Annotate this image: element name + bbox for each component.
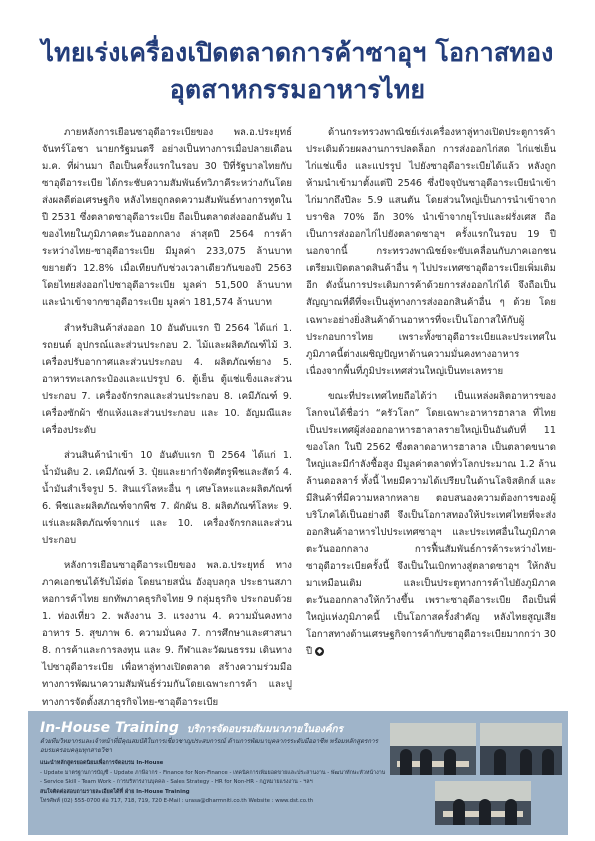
banner-courses [40,759,385,807]
paragraph-kitchen-of-world [306,388,556,661]
in-house-training-banner [28,711,568,835]
courses-label: แนะนำหลักสูตรยอดนิยมเพื่อการจัดอบรม In-House [40,760,164,766]
paragraph-private-sector: หลังการเยือนซาอุดีอาระเบียของ พล.อ.ประยุทธ์ ทางภาคเอกชนได้รับไม้ต่อ โดยนายสนั่น อังอุบลกุล ประธานสภาหอการค้าไทย ยกทัพภาคธุรกิจไทย 9 กลุ่มธุรกิจ ประกอบด้วย 1. ท่องเที่ยว 2. พลังงาน 3. แรงงาน 4. ความมั่นคงทางอาหาร 5. สุขภาพ 6. ความมั่นคง 7. การศึกษาและศาสนา 8. การค้าและการลงทุน และ 9. กีฬาและวัฒนธรรม เดินทางไปซาอุดีอาระเบีย เพื่อหาลู่ทางเปิดตลาด สร้างความร่วมมือทางการพัฒนาความสัมพันธ์ร่วมกันโดยเฉพาะการค้า และปูทางการจัดตั้งสภาธุรกิจไทย-ซาอุดีอาระเบีย [42,560,292,708]
contact-label: สนใจติดต่อสอบถามรายละเอียดได้ที่ ฝ่าย In-House Training [40,788,190,795]
article-title-line-1: ไทยเร่งเครื่องเปิดตลาดการค้าซาอุฯ โอกาสทอง [41,38,554,67]
training-photo-2 [480,723,562,775]
paragraph-intro: ภายหลังการเยือนซาอุดีอาระเบียของ พล.อ.ประยุทธ์ จันทร์โอชา นายกรัฐมนตรี อย่างเป็นทางการเมื่อปลายเดือน ม.ค. ที่ผ่านมา ถือเป็นครั้งแรกในรอบ 30 ปีที่รัฐบาลไทยกับซาอุดีอาระเบีย ได้กระชับความสัมพันธ์ทวิภาคีระหว่างกันโดยส่งผลดีต่อเศรษฐกิจ หลังไทยถูกลดความสัมพันธ์ทางการทูตในปี 2531 ซึ่งตลาดซาอุดีอาระเบีย ถือเป็นตลาดส่งออกอันดับ 1 ของไทยในภูมิภาคตะวันออกกลาง ล่าสุดปี 2564 การค้าระหว่างไทย-ซาอุดีอาระเบีย มีมูลค่า 233,075 ล้านบาท ขยายตัว 12.8% เมื่อเทียบกับช่วงเวลาเดียวกันของปี 2563 โดยไทยส่งออกไปซาอุดีอาระเบีย มูลค่า 51,500 ล้านบาท และนำเข้าจากซาอุดีอาระเบีย มูลค่า 181,574 ล้านบาท [42,127,292,309]
course-line-2: - Service Skill - Team Work - การบริหารงานบุคคล - Sales Strategy - HR for Non-HR - กฎหมายแรงงาน - ฯลฯ [40,779,313,786]
training-photo-3 [435,781,531,825]
article-title [20,34,575,108]
photo-person [453,799,465,825]
paragraph-kitchen-of-world-text: ขณะที่ประเทศไทยถือได้ว่า เป็นแหล่งผลิตอาหารของโลกจนได้ชื่อว่า “ครัวโลก” โดยเฉพาะอาหารฮาลาล ที่ไทยเป็นประเทศผู้ส่งออกอาหารฮาลาลรายใหญ่เป็นอันดับที่ 11 ของโลก ในปี 2562 ซึ่งตลาดอาหารฮาลาล เป็นตลาดขนาดใหญ่และมีกำลังซื้อสูง มีมูลค่าตลาดทั่วโลกประมาณ 1.2 ล้านล้านดอลลาร์ ทั้งนี้ ไทยมีความได้เปรียบในด้านโลจิสติกส์ และมีสินค้าที่มีความหลากหลาย ตอบสนองความต้องการของผู้บริโภคได้เป็นอย่างดี จึงเป็นโอกาสทองให้ประเทศไทยที่จะส่งออกสินค้าอาหารไปประเทศซาอุฯ และประเทศอื่นในภูมิภาคตะวันออกกลาง การฟื้นสัมพันธ์การค้าระหว่างไทย-ซาอุดีอาระเบียครั้งนี้ จึงเป็นในเบิกทางสู่ตลาดซาอุฯ ให้กลับมาเหมือนเดิม และเป็นประตูทางการค้าไปยังภูมิภาคตะวันออกกลางให้กว้างขึ้น เพราะซาอุดีอาระเบีย ถือเป็นพี่ใหญ่แห่งภูมิภาคนี้ เป็นโอกาสครั้งสำคัญ หลังไทยสูญเสียโอกาสทางด้านเศรษฐกิจการค้ากับซาอุดีอาระเบียมากกว่า 30 ปี [306,390,556,658]
right-column [306,124,556,668]
banner-description: ด้วยทีมวิทยากรและเจ้าหน้าที่มีคุณสมบัติในการเชี่ยวชาญประสบการณ์ ด้านการพัฒนาบุคลากรระดับมืออาชีพ พร้อมหลักสูตรการอบรมครอบคลุมทุกสายวิชา [40,738,378,755]
left-column [42,124,292,719]
paragraph-top-imports: ส่วนสินค้านำเข้า 10 อันดับแรก ปี 2564 ได้แก่ 1. น้ำมันดิบ 2. เคมีภัณฑ์ 3. ปุ๋ยและยากำจัดศัตรูพืชและสัตว์ 4. น้ำมันสำเร็จรูป 5. สินแร่โลหะอื่น ๆ เศษโลหะและผลิตภัณฑ์ 6. พืชและผลิตภัณฑ์จากพืช 7. ผักผัน 8. ผลิตภัณฑ์โลหะ 9. แร่และผลิตภัณฑ์จากแร่ และ 10. เครื่องจักรกลและส่วนประกอบ [42,449,292,547]
training-photo-1 [390,723,476,775]
photo-person [542,749,554,775]
course-line-1: - Update มาตรฐานการบัญชี - Update ภาษีอากร - Finance for Non-Finance - เทคนิคการเพิ่มยอดขายและประสานงาน - พัฒนาทักษะหัวหน้างาน [40,769,385,776]
article-end-icon: ◆ [316,646,323,655]
photo-person [444,749,456,775]
paragraph-top-exports: สำหรับสินค้าส่งออก 10 อันดับแรก ปี 2564 ได้แก่ 1. รถยนต์ อุปกรณ์และส่วนประกอบ 2. ไม้และผลิตภัณฑ์ไม้ 3. เครื่องปรับอากาศและส่วนประกอบ 4. ผลิตภัณฑ์ยาง 5. อาหารทะเลกระป๋องและแปรรูป 6. ตู้เย็น ตู้แช่แข็งและส่วนประกอบ 7. เครื่องจักรกลและส่วนประกอบ 8. เคมีภัณฑ์ 9. เครื่องซักผ้า ซักแห้งและส่วนประกอบ และ 10. อัญมณีและเครื่องประดับ [42,322,292,436]
photo-person [505,799,517,825]
photo-person [520,749,532,775]
banner-tagline: บริการจัดอบรมสัมมนาภายในองค์กร [187,724,343,735]
photo-person [420,749,432,775]
photo-person [494,749,506,775]
banner-header [40,717,370,737]
photo-wall [390,723,476,746]
photo-person [479,799,491,825]
paragraph-commerce-ministry: ด้านกระทรวงพาณิชย์เร่งเครื่องหาลู่ทางเปิดประตูการค้าประเดิมด้วยผลงานการปลดล็อก การส่งออกไก่สด ไก่แช่เย็น ไก่แช่แข็ง และแปรรูป ไปยังซาอุดีอาระเบียได้แล้ว หลังถูกห้ามนำเข้ามาตั้งแต่ปี 2546 ซึ่งปัจจุบันซาอุดีอาระเบียนำเข้าไก่มากถึงปีละ 5.9 แสนตัน โดยส่วนใหญ่เป็นการนำเข้าจากบราซิล 70% อีก 30% นำเข้าจากยุโรปและฝรั่งเศส ถือเป็นการส่งออกไก่ไปยังตลาดซาอุฯ ครั้งแรกในรอบ 19 ปี นอกจากนี้ กระทรวงพาณิชย์จะขับเคลื่อนกับภาคเอกชน เตรียมเปิดตลาดสินค้าอื่น ๆ ไปประเทศซาอุดีอาระเบียเพิ่มเติมอีก ดังนั้นการประเดิมการค้าด้วยการส่งออกไก่ได้ จึงถือเป็นสัญญาณที่ดีที่จะเป็นลู่ทางการส่งออกสินค้าอื่น ๆ ด้วย โดยเฉพาะอย่างยิ่งสินค้าด้านอาหารที่จะเป็นโอกาสให้กับผู้ประกอบการไทย เพราะทั้งซาอุดีอาระเบียและประเทศในภูมิภาคนี้ต่างเผชิญปัญหาด้านความมั่นคงทางอาหาร เนื่องจากพื้นที่ภูมิประเทศส่วนใหญ่เป็นทะเลทราย [306,127,556,377]
banner-brand: In-House Training [40,720,179,736]
photo-wall [480,723,562,746]
photo-person [400,749,412,775]
article-title-line-2: อุตสาหกรรมอาหารไทย [169,75,426,104]
contact-info: โทรศัพท์ (02) 555-0700 ต่อ 717, 718, 719, 720 E-Mail : urasa@dharmniti.co.th Website : www.dst.co.th [40,798,314,805]
photo-wall [435,781,531,801]
